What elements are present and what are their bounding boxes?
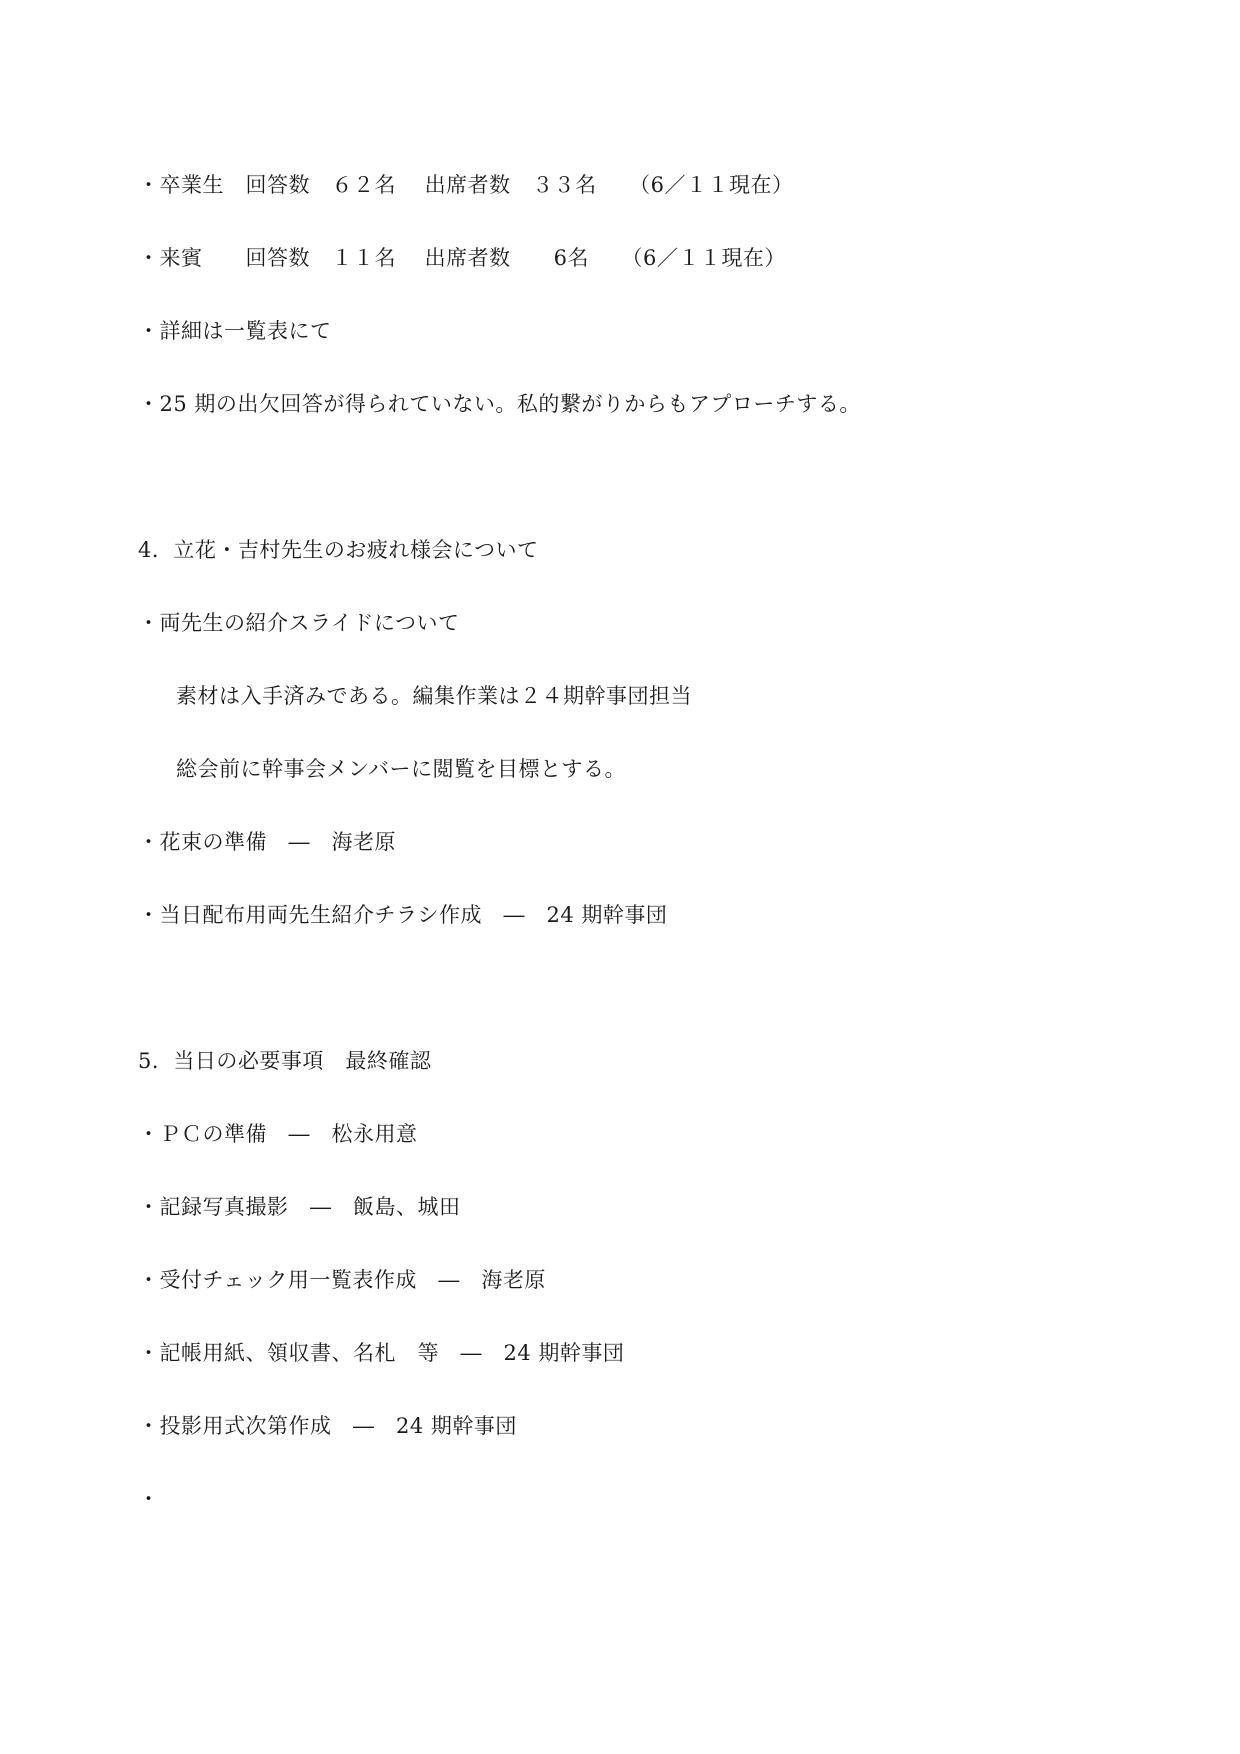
slides-detail-1: 素材は入手済みである。編集作業は２４期幹事団担当 bbox=[176, 684, 692, 708]
pc-item: ・ＰＣの準備 ― 松永用意 bbox=[138, 1122, 418, 1146]
section-5-heading: 5．当日の必要事項 最終確認 bbox=[138, 1049, 432, 1073]
attendance-graduates: ・卒業生 回答数 ６２名 出席者数 ３３名 （6／１１現在） bbox=[138, 173, 794, 197]
empty-bullet: ・ bbox=[138, 1487, 160, 1511]
attendance-guests: ・来賓 回答数 １１名 出席者数 6名 （6／１１現在） bbox=[138, 246, 786, 270]
section-4-heading: 4．立花・吉村先生のお疲れ様会について bbox=[138, 538, 539, 562]
bouquet-item: ・花束の準備 ― 海老原 bbox=[138, 830, 396, 854]
flyer-item: ・当日配布用両先生紹介チラシ作成 ― 24 期幹事団 bbox=[138, 903, 668, 927]
reception-list-item: ・受付チェック用一覧表作成 ― 海老原 bbox=[138, 1268, 546, 1292]
slides-detail-2: 総会前に幹事会メンバーに閲覧を目標とする。 bbox=[176, 757, 627, 781]
slides-item: ・両先生の紹介スライドについて bbox=[138, 611, 460, 635]
period-25-note: ・25 期の出欠回答が得られていない。私的繋がりからもアプローチする。 bbox=[138, 392, 861, 416]
program-item: ・投影用式次第作成 ― 24 期幹事団 bbox=[138, 1414, 517, 1438]
photo-item: ・記録写真撮影 ― 飯島、城田 bbox=[138, 1195, 461, 1219]
register-item: ・記帳用紙、領収書、名札 等 ― 24 期幹事団 bbox=[138, 1341, 625, 1365]
details-note: ・詳細は一覧表にて bbox=[138, 319, 332, 343]
